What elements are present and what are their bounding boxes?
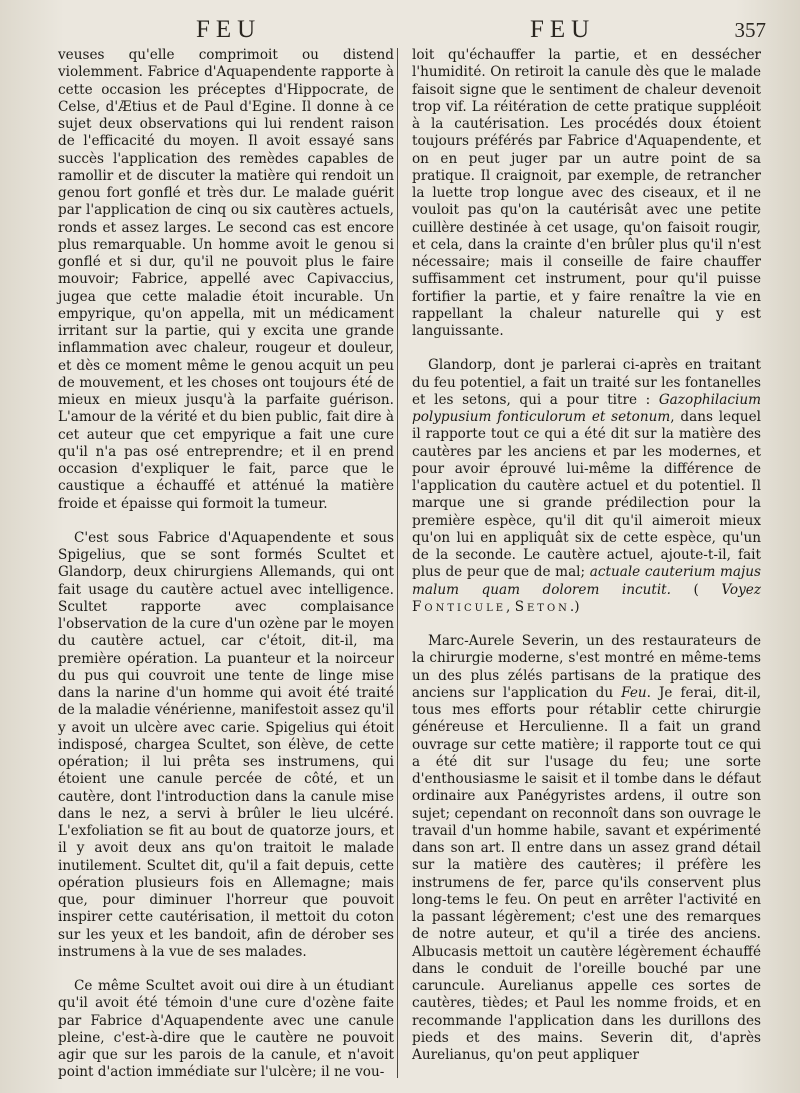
text-run: . Je ferai, dit-il, tous mes efforts pour rétablir cette chirurgie généreuse et Herculienne. Il a fait un grand ouvrage sur cette matière; il rapporte tout ce qui a été dit sur l'usage du feu; une sorte d'enthousiasme le saisit et il tombe dans le défaut ordinaire aux Panégyristes ardens, il outre son sujet; cependant on reconnoît dans son ouvrage le travail d'un homme habile, savant et expérimenté dans son art. Il entre dans un assez grand détail sur la matière des cautères; il préfère les instrumens de fer, parce qu'ils conservent plus long-tems le feu. On peut en arrêter l'activité en la passant légèrement; c'est une des remarques de notre auteur, et qu'il a tirée des anciens. Albucasis mettoit un cautère légèrement échauffé dans le conduit de l'oreille bouché par une caruncule. Aurelianus appelle ces sortes de cautères, tièdes; et Paul les nomme froids, et en recommande l'application dans les durillons des pieds et des mains. Severin dit, d'après Aurelianus, qu'on peut appliquer <box>412 684 761 1063</box>
cross-reference: Seton <box>514 598 570 615</box>
paragraph: loit qu'échauffer la partie, et en dessécher l'humidité. On retiroit la canule dès que le malade faisoit signe que le sentiment de chaleur devenoit trop vif. La réitération de cette pratique suppléoit à la cautérisation. Les procédés doux étoient toujours préférés par Fabrice d'Aquapendente, et on en peut juger par un autre point de sa pratique. Il craignoit, par exemple, de retrancher la luette trop longue avec des ciseaux, et il ne vouloit pas qu'on la cautérisât avec une petite cuillère destinée à cet usage, qu'on faisoit rougir, et cela, dans la crainte d'en brûler plus qu'il n'est nécessaire; mais il conseille de faire chauffer suffisamment cet instrument, pour qu'il puisse fortifier la partie, et y faire renaître la vie en rappellant la chaleur naturelle qui y est languissante. <box>412 47 761 339</box>
header-left-title: FEU <box>196 16 262 43</box>
text-run: Marc-Aurele Severin, un des restaurateurs de la chirurgie moderne, s'est montré en même-tems un des plus zélés partisans de la pratique des anciens sur l'application du <box>412 633 761 701</box>
paragraph: Glandorp, dont je parlerai ci-après en traitant du feu potentiel, a fait un traité sur les fontanelles et les setons, qui a pour titre : Gazophilacium polypusium fonticulorum et setonum, dans lequel il rapporte tout ce qui a été dit sur la matière des cautères par les anciens et par les modernes, et pour avoir éprouvé lui-même la différence de l'application du cautère actuel et du potentiel. Il marque une si grande prédilection pour la première espèce, qu'il dit qu'il aimeroit mieux qu'on lui en appliquât six de cette espèce, qu'un de la seconde. Le cautère actuel, ajoute-t-il, fait plus de peur que de mal; actuale cauterium majus malum quam dolorem incutit. ( Voyez Fonticule, Seton.) <box>412 357 761 615</box>
see-also-label: Voyez <box>721 581 761 598</box>
book-title: Gazophilacium polypusium fonticulorum et setonum <box>412 391 761 425</box>
paragraph <box>412 633 761 1064</box>
paragraph: Ce même Scultet avoit oui dire à un étudiant qu'il avoit été témoin d'une cure d'ozène faite par Fabrice d'Aquapendente avec une canule pleine, c'est-à-dire que le cautère ne pouvoit agir que sur les parois de la canule, et n'avoit point d'action immédiate sur l'ulcère; il ne vou- <box>58 978 394 1081</box>
running-header <box>0 10 800 46</box>
text-run: .) <box>569 598 580 615</box>
text-run: ( <box>670 581 722 598</box>
column-divider <box>397 48 398 1078</box>
text-run: Glandorp, dont je parlerai ci-après en traitant du feu potentiel, a fait un traité sur les fontanelles et les setons, qui a pour titre : <box>412 357 761 408</box>
page-number: 357 <box>734 18 766 42</box>
header-right-title: FEU <box>530 16 596 43</box>
right-column <box>412 47 761 1064</box>
text-run: , dans lequel il rapporte tout ce qui a été dit sur la matière des cautères par les anciens et par les modernes, et pour avoir éprouvé lui-même la différence de l'application du cautère actuel et du potentiel. Il marque une si grande prédilection pour la première espèce, qu'il dit qu'il aimeroit mieux qu'on lui en appliquât six de cette espèce, qu'un de la seconde. Le cautère actuel, ajoute-t-il, fait plus de peur que de mal; <box>412 409 761 581</box>
paragraph: veuses qu'elle comprimoit ou distend violemment. Fabrice d'Aquapendente rapporte à cette occasion les préceptes d'Hippocrate, de Celse, d'Ætius et de Paul d'Egine. Il donne à ce sujet deux observations qui lui rendent raison de l'efficacité du moyen. Il avoit essayé sans succès l'application des remèdes capables de ramollir et de discuter la matière qui rendoit un genou fort gonflé et très dur. Le malade guérit par l'application de cinq ou six cautères actuels, ronds et assez larges. Le second cas est encore plus remarquable. Un homme avoit le genou si gonflé et si dur, qu'il ne pouvoit plus le faire mouvoir; Fabrice, appellé avec Capivaccius, jugea que cette maladie étoit incurable. Un empyrique, qu'on appella, mit un médicament irritant sur la partie, qui y excita une grande inflammation avec chaleur, rougeur et douleur, et dès ce moment même le genou acquit un peu de mouvement, et les choses ont toujours été de mieux en mieux jusqu'à la parfaite guérison. L'amour de la vérité et du bien public, fait dire à cet auteur que cet empyrique a fait une cure qu'il n'a pas osé entreprendre; et il en prend occasion d'expliquer le fait, parce que le caustique a échauffé et atténué la matière froide et épaisse qui formoit la tumeur. <box>58 47 394 512</box>
cross-reference: Fonticule <box>412 598 507 615</box>
left-column <box>58 47 394 1082</box>
italic-term: Feu <box>621 684 647 701</box>
latin-quote: actuale cauterium majus malum quam dolorem incutit. <box>412 564 761 598</box>
paragraph: C'est sous Fabrice d'Aquapendente et sous Spigelius, que se sont formés Scultet et Glandorp, deux chirurgiens Allemands, qui ont fait usage du cautère actuel avec intelligence. Scultet rapporte avec complaisance l'observation de la cure d'un ozène par le moyen du cautère actuel, car c'étoit, dit-il, ma première opération. La puanteur et la noirceur du pus qui couvroit une tente de linge mise dans la narine d'un homme qui avoit été traité de la maladie vénérienne, manifestoit assez qu'il y avoit un ulcère avec carie. Spigelius qui étoit indisposé, chargea Scultet, son élève, de cette opération; il lui prêta ses instrumens, qui étoient une canule percée de côté, et un cautère, dont l'introduction dans la canule mise dans le nez, a servi à brûler le lieu ulcéré. L'exfoliation se fit au bout de quatorze jours, et il y avoit deux ans qu'on traitoit le malade inutilement. Scultet dit, qu'il a fait depuis, cette opération plusieurs fois en Allemagne; mais que, pour diminuer l'horreur que pouvoit inspirer cette cautérisation, il mettoit du coton sur les yeux et les bandoit, afin de dérober ses instrumens à la vue de ses malades. <box>58 529 394 960</box>
